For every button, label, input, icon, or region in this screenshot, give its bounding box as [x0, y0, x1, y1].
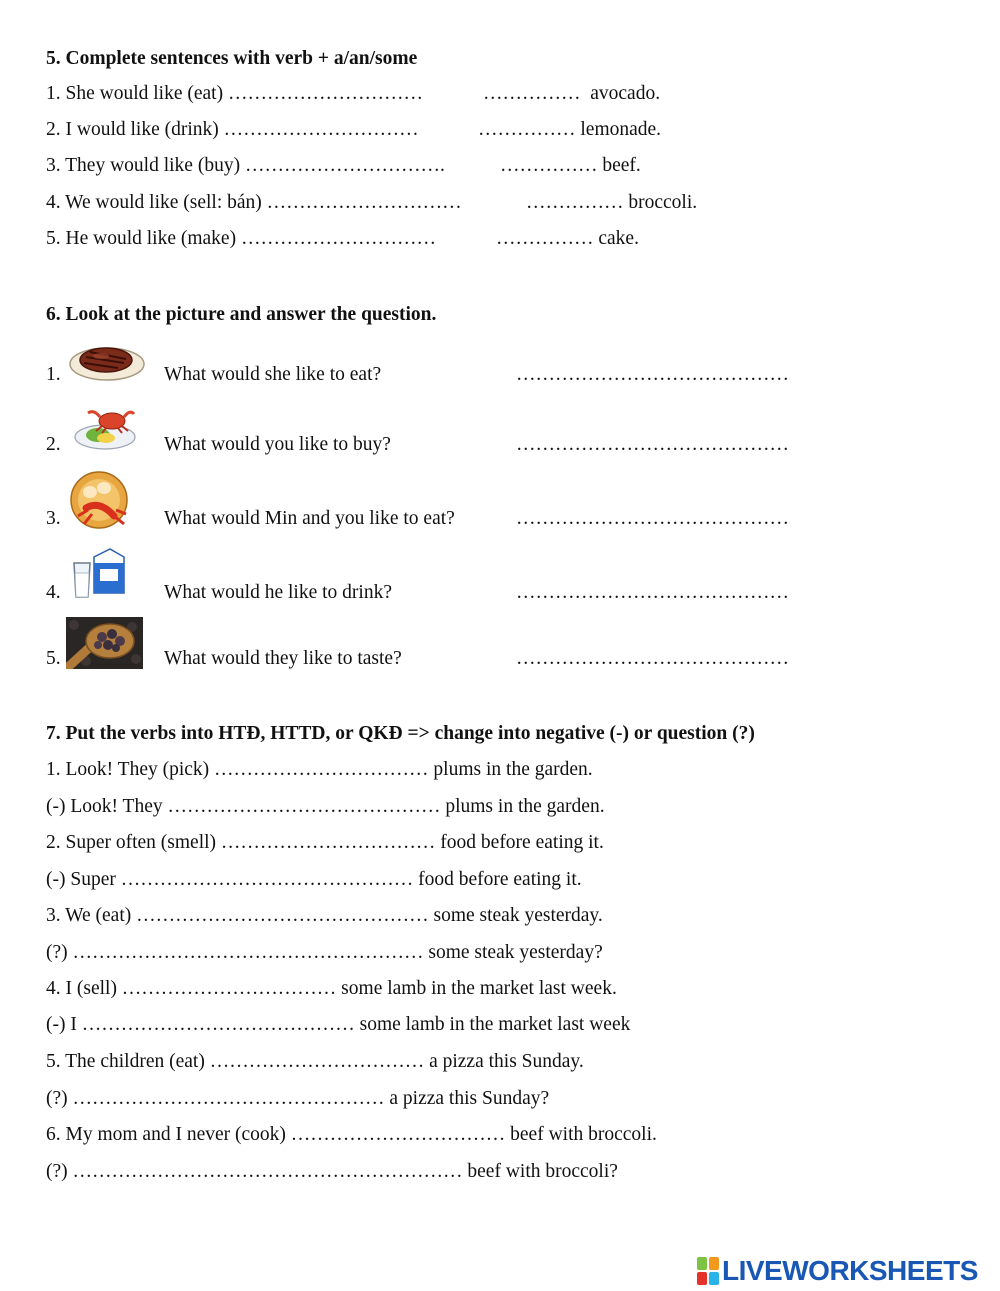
section6-item [46, 617, 946, 697]
berries-picture [66, 617, 143, 669]
liveworksheets-logo [697, 1254, 978, 1288]
milk-picture [70, 545, 126, 601]
section7-line: 6. My mom and I never (cook) …………………………… beef with broccoli. [46, 1124, 657, 1145]
section7-line: 2. Super often (smell) …………………………… food before eating it. [46, 832, 604, 853]
answer-blank: …………………………………… [516, 364, 789, 385]
steak-picture [68, 340, 146, 382]
question-text: What would they like to taste? [164, 648, 402, 669]
section6-item [46, 545, 946, 625]
section6-item [46, 470, 946, 550]
section7-line: (-) Super ……………………………………… food before eating it. [46, 869, 582, 890]
item-number: 2. [46, 434, 61, 455]
crab-picture [72, 405, 138, 451]
section7-line: 1. Look! They (pick) …………………………… plums in the garden. [46, 759, 593, 780]
section7-line: (?) ………………………………………… a pizza this Sunday? [46, 1088, 550, 1109]
section5-heading: 5. Complete sentences with verb + a/an/some [46, 48, 418, 69]
section5-item-answer: …………… avocado. [483, 83, 661, 104]
question-text: What would he like to drink? [164, 582, 392, 603]
section7-line: (?) …………………………………………………… beef with broccoli? [46, 1161, 618, 1182]
question-text: What would Min and you like to eat? [164, 508, 455, 529]
section5-item-prompt: 1. She would like (eat) ………………………… [46, 83, 423, 104]
answer-blank: …………………………………… [516, 434, 789, 455]
question-text: What would she like to eat? [164, 364, 382, 385]
section5-item-answer: …………… cake. [496, 228, 639, 249]
answer-blank: …………………………………… [516, 582, 789, 603]
section6-heading: 6. Look at the picture and answer the question. [46, 304, 437, 325]
section7-line: (-) Look! They …………………………………… plums in the garden. [46, 796, 605, 817]
question-text: What would you like to buy? [164, 434, 391, 455]
section7-line: (?) ……………………………………………… some steak yesterday? [46, 942, 603, 963]
item-number: 1. [46, 364, 61, 385]
section7-line: 5. The children (eat) …………………………… a pizza this Sunday. [46, 1051, 584, 1072]
section5-item-answer: …………… beef. [500, 155, 641, 176]
section7-line: (-) I …………………………………… some lamb in the market last week [46, 1014, 631, 1035]
section5-item-prompt: 4. We would like (sell: bán) ………………………… [46, 192, 462, 213]
logo-text: LIVEWORKSHEETS [722, 1255, 978, 1286]
section7-heading: 7. Put the verbs into HTĐ, HTTD, or QKĐ => change into negative (-) or question (?) [46, 723, 755, 744]
section5-item-prompt: 3. They would like (buy) …………………………. [46, 155, 445, 176]
item-number: 4. [46, 582, 61, 603]
section5-item-prompt: 2. I would like (drink) ………………………… [46, 119, 419, 140]
section7-line: 3. We (eat) ……………………………………… some steak yesterday. [46, 905, 603, 926]
section7-line: 4. I (sell) …………………………… some lamb in the market last week. [46, 978, 617, 999]
item-number: 3. [46, 508, 61, 529]
logo-mark-icon [697, 1257, 719, 1285]
section5-item-prompt: 5. He would like (make) ………………………… [46, 228, 436, 249]
item-number: 5. [46, 648, 61, 669]
section5-item-answer: …………… lemonade. [478, 119, 662, 140]
section5-item-answer: …………… broccoli. [526, 192, 698, 213]
answer-blank: …………………………………… [516, 508, 789, 529]
answer-blank: …………………………………… [516, 648, 789, 669]
lobster-picture [66, 470, 132, 530]
